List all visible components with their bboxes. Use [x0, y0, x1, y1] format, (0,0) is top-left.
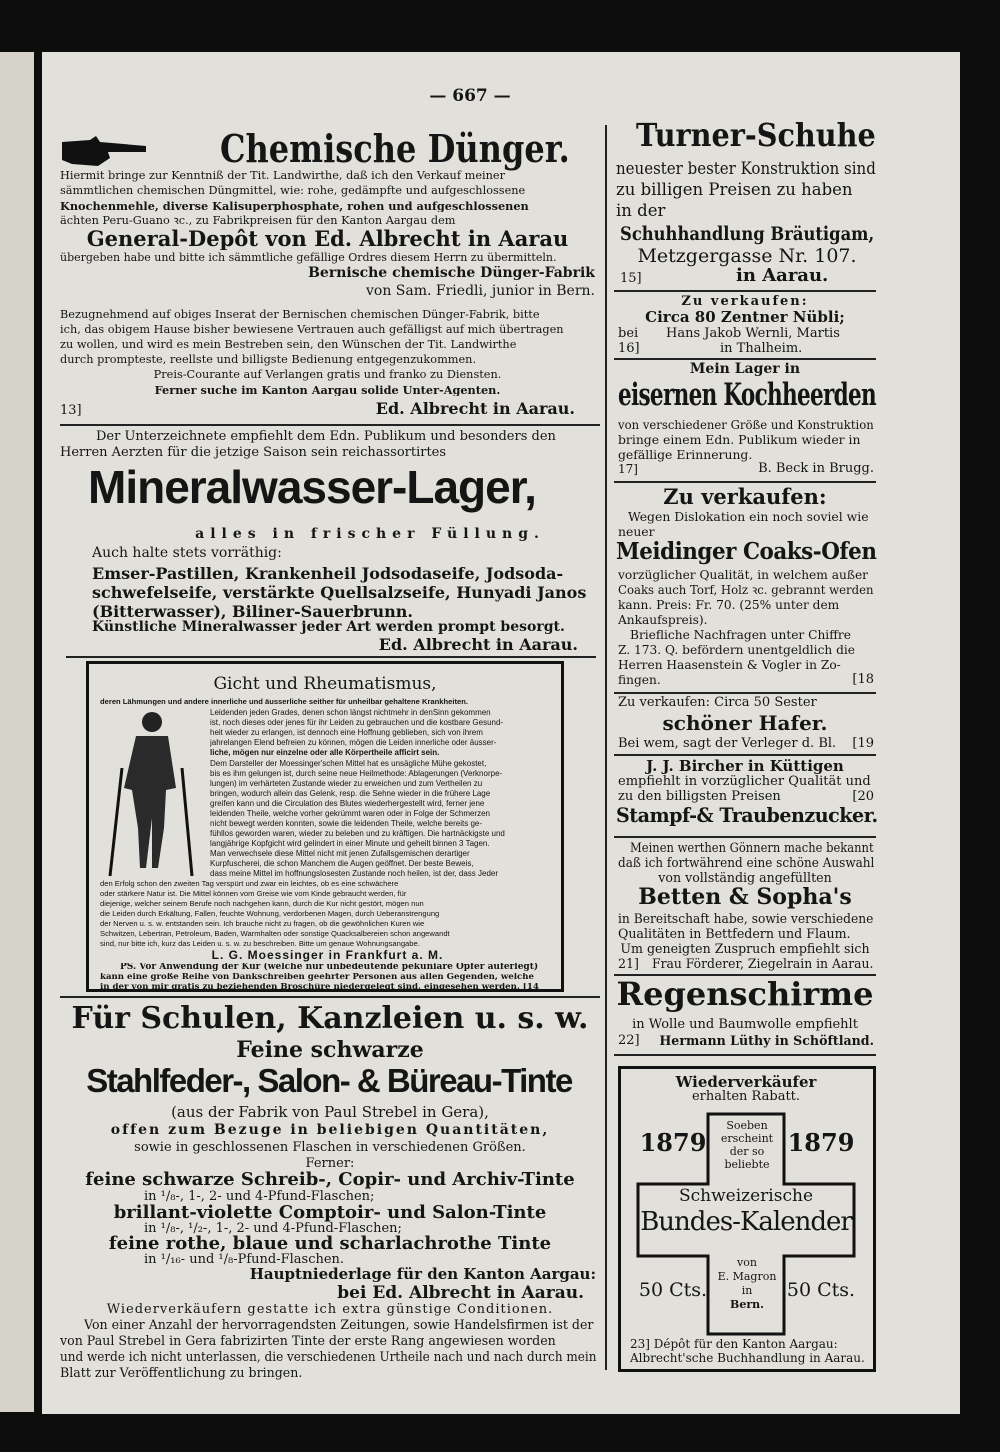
ofen-head: Zu verkaufen: [663, 485, 827, 509]
column-divider [605, 125, 607, 1370]
zucker-line-1: J. J. Bircher in Küttigen [646, 758, 844, 775]
patient-with-crutches-figure [106, 708, 198, 880]
turner-city: in Aarau. [736, 266, 829, 286]
tinte-haupt: Hauptniederlage für den Kanton Aargau: [249, 1266, 596, 1283]
mineral-sign: Ed. Albrecht in Aarau. [378, 636, 578, 654]
ofen-line-1: Wegen Dislokation ein noch soviel wie [628, 510, 869, 524]
gicht-line-11: greifen kann und die Circulation des Blutes wiederhergestellt wird, ferner jene [210, 800, 485, 808]
schirm-ref: 22] [618, 1034, 640, 1048]
mineral-item-3: (Bitterwasser), Biliner-Sauerbrunn. [92, 603, 413, 621]
betten-line-4: in Bereitschaft habe, sowie verschiedene [618, 911, 874, 926]
divider [614, 692, 876, 694]
turner-line-2: zu billigen Preisen zu haben [616, 181, 853, 199]
gicht-line-13: nicht bewegt werden konnten, sowie die leidenden Theile, welche bereits ge- [210, 820, 483, 828]
divider [614, 481, 876, 483]
turner-title: Turner-Schuhe [636, 116, 876, 154]
kalender-publisher-3: Bern. [730, 1299, 764, 1311]
divider [614, 1054, 876, 1056]
dunger-para-2: ich, das obigem Hause bisher bewiesene Vertrauen auch gefälligst auf mich übertragen [60, 324, 564, 336]
kalender-year-right: 1879 [787, 1130, 855, 1157]
tinte-title: Stahlfeder-, Salon- & Büreau-Tinte [86, 1063, 572, 1099]
herd-line-1: von verschiedener Größe und Konstruktion [618, 417, 874, 432]
gicht-line-1: deren Lähmungen und andere innerliche und äusserliche seither für unheilbar gehaltene Krankheiten. [100, 698, 468, 706]
kalender-publisher-1: E. Magron [717, 1271, 777, 1283]
dunger-depot: General-Depôt von Ed. Albrecht in Aarau [86, 227, 569, 251]
mineral-title: Mineralwasser-Lager, [88, 462, 536, 513]
tinte-closing-2: von Paul Strebel in Gera fabrizirten Tinte der erste Rang angewiesen worden [60, 1334, 556, 1348]
tinte-line-6: in ¹/₁₆- und ¹/₈-Pfund-Flaschen. [144, 1253, 345, 1267]
ofen-line-7: Briefliche Nachfragen unter Chiffre [630, 629, 851, 642]
ofen-line-5: kann. Preis: Fr. 70. (25% unter dem [618, 599, 840, 612]
pointing-hand-icon [60, 134, 148, 168]
gicht-line-24: Schwitzen, Lebertran, Petroleum, Baden, Warmhalten oder sonstige Quacksalbereien schon angewandt [100, 930, 450, 938]
turner-shop: Schuhhandlung Bräutigam, [620, 223, 875, 245]
gicht-line-17: Kurpfuscherei, die schon Manchem die Augen geöffnet. Der beste Beweis, [210, 860, 474, 868]
tinte-offen: offen zum Bezuge in beliebigen Quantitäten, [110, 1123, 550, 1138]
kalender-title: Bundes-Kalender [640, 1208, 852, 1237]
mineral-item-2: schwefelseife, verstärkte Quellsalzseife, Hunyadi Janos [92, 584, 587, 602]
tinte-closing-1: Von einer Anzahl der hervorragendsten Zeitungen, sowie Handelsfirmen ist der [84, 1318, 594, 1332]
gicht-line-8: bis es ihm gelungen ist, durch seine neue Heilmethode: Ablagerungen (Verknorpe- [210, 770, 503, 778]
herd-intro: Mein Lager in [689, 362, 801, 377]
herd-line-3: gefällige Erinnerung. [618, 448, 753, 462]
tinte-line-5: feine rothe, blaue und scharlachrothe Tinte [108, 1234, 552, 1254]
dunger-body-1: Hiermit bringe zur Kenntniß der Tit. Landwirthe, daß ich den Verkauf meiner [60, 170, 505, 182]
schirm-title: Regenschirme [616, 977, 874, 1013]
schirm-sign: Hermann Lüthy in Schöftland. [659, 1034, 874, 1048]
gicht-line-21: diejenige, welcher seinem Berufe noch nachgehen kann, durch die Kur nicht gestört, mögen nun [100, 900, 424, 908]
betten-line-2: daß ich fortwährend eine schöne Auswahl [618, 855, 875, 870]
dunger-body-2: sämmtlichen chemischen Düngmittel, wie: rohe, gedämpfte und aufgeschlossene [60, 185, 526, 197]
tinte-bei: bei Ed. Albrecht in Aarau. [337, 1284, 584, 1303]
tinte-sub: Feine schwarze [236, 1038, 424, 1063]
ofen-line-10: fingen. [618, 674, 661, 687]
dunger-body-4: ächten Peru-Guano ꝛc., zu Fabrikpreisen für den Kanton Aargau dem [60, 215, 456, 227]
gicht-line-2: Leidenden jeden Grades, denen schon längst nichtmehr in denSinn gekommen [210, 709, 491, 717]
zucker-line-3: zu den billigsten Preisen [618, 790, 781, 804]
zucker-ref: [20 [852, 790, 874, 804]
gicht-line-10: bringen, wodurch allein das Gelenk, resp. die Sehne wieder in die frühere Lage [210, 790, 491, 798]
gicht-line-3: ist, noch dieses oder jenes für ihr Leiden zu gebrauchen und die kostbare Gesund- [210, 719, 504, 727]
mineral-also: Auch halte stets vorräthig: [92, 546, 282, 561]
tinte-line-2: in ¹/₈-, 1-, 2- und 4-Pfund-Flaschen; [144, 1190, 375, 1204]
page-number: — 667 — [429, 86, 511, 106]
gicht-line-4: heit wieder zu erlangen, ist dennoch eine Hoffnung geblieben, sich von ihrem [210, 729, 483, 737]
nubli-ref: 16] [618, 342, 640, 356]
tinte-head: Für Schulen, Kanzleien u. s. w. [71, 1002, 589, 1035]
gicht-ps-3: in der von mir gratis zu beziehenden Broschüre niedergelegt sind, eingesehen werden. [14 [100, 983, 539, 992]
kalender-price-left: 50 Cts. [638, 1280, 708, 1301]
gicht-line-16: Man verwechsele diese Mittel nicht mit jenen Zufallsgemischen derartiger [210, 850, 470, 858]
nubli-seller: Hans Jakob Wernli, Martis [666, 327, 840, 341]
gicht-line-22: die Leiden durch Erkältung, Fallen, feuchte Wohnung, verdorbenen Magen, durch Ueberanstrengung [100, 910, 440, 918]
gicht-line-14: fühllos geworden waren, wieder zu beleben und zu kräftigen. Die hartnäckigste und [210, 830, 505, 838]
betten-ref: 21] [618, 957, 639, 971]
gicht-line-12: leidenden Theile, welche vorher gekrümmt waren oder in Folge der Schmerzen [210, 810, 490, 818]
dunger-firm-owner: von Sam. Friedli, junior in Bern. [365, 284, 595, 299]
kalender-publisher-2: in [741, 1285, 753, 1297]
dunger-body-5: übergeben habe und bitte ich sämmtliche gefällige Ordres diesem Herrn zu übermitteln. [60, 252, 557, 264]
tinte-bottles: sowie in geschlossenen Flaschen in verschiedenen Größen. [134, 1141, 526, 1155]
gicht-line-7: Dem Darsteller der Moessinger'schen Mittel hat es unsägliche Mühe gekostet, [210, 760, 487, 768]
turner-addr: Metzgergasse Nr. 107. [637, 246, 857, 267]
nubli-by: bei [618, 327, 639, 341]
ofen-ref: [18 [852, 673, 874, 687]
dunger-firm: Bernische chemische Dünger-Fabrik [308, 266, 595, 281]
gicht-line-9: lungen) im verhärteten Zustande wieder zu erweichen und zum Vertheilen zu [210, 780, 483, 788]
gicht-title: Gicht und Rheumatismus, [213, 675, 437, 694]
dunger-para-6: Ferner suche im Kanton Aargau solide Unter-Agenten. [154, 384, 501, 397]
gicht-line-6: liche, mögen nur einzelne oder alle Körpertheile afficirt sein. [210, 749, 440, 757]
herd-sign: B. Beck in Brugg. [758, 462, 874, 476]
divider [60, 996, 600, 998]
divider [614, 836, 876, 838]
tinte-from: (aus der Fabrik von Paul Strebel in Gera), [171, 1104, 489, 1121]
divider [60, 424, 600, 426]
dunger-sign: Ed. Albrecht in Aarau. [375, 400, 575, 418]
nubli-head: Zu verkaufen: [681, 295, 809, 309]
kalender-von: von [737, 1257, 757, 1269]
divider [614, 290, 876, 292]
dunger-para-4: durch prompteste, reellste und billigste Bedienung entgegenzukommen. [60, 354, 477, 366]
hafer-head: Zu verkaufen: Circa 50 Sester [618, 696, 817, 710]
nubli-place: in Thalheim. [720, 342, 803, 356]
mineral-subtitle: alles in frischer Füllung. [195, 527, 545, 542]
kalender-cross-4: beliebte [724, 1159, 770, 1171]
schirm-line: in Wolle und Baumwolle empfiehlt [632, 1018, 858, 1032]
kalender-head-2: erhalten Rabatt. [691, 1090, 801, 1104]
gicht-line-20: oder stärkere Natur ist. Die Mittel können vom Greise wie vom Kinde gebraucht werden, für [100, 890, 407, 898]
hafer-ref: [19 [852, 737, 874, 751]
adjacent-page-edge [0, 52, 34, 1412]
gicht-line-15: langjährige Kopfgicht wird gelindert in einer Minute und geheilt binnen 3 Tagen. [210, 840, 490, 848]
mineral-intro-1: Der Unterzeichnete empfiehlt dem Edn. Publikum und besonders den [96, 430, 556, 444]
zucker-title: Stampf-& Traubenzucker. [616, 803, 878, 827]
ofen-line-2: neuer [618, 525, 655, 539]
ofen-title: Meidinger Coaks-Ofen [616, 538, 877, 565]
ofen-line-9: Herren Haasenstein & Vogler in Zo- [618, 659, 841, 672]
hafer-title: schöner Hafer. [662, 712, 828, 734]
tinte-line-3: brillant-violette Comptoir- und Salon-Tinte [113, 1203, 547, 1223]
herd-title: eisernen Kochheerden [618, 377, 876, 413]
tinte-ferner: Ferner: [305, 1157, 355, 1171]
turner-line-3: in der [616, 202, 666, 220]
mineral-item-4: Künstliche Mineralwasser jeder Art werden prompt besorgt. [92, 620, 565, 635]
ofen-line-6: Ankaufspreis). [618, 614, 708, 627]
mineral-item-1: Emser-Pastillen, Krankenheil Jodsodaseife, Jodsoda- [92, 565, 564, 583]
herd-line-2: bringe einem Edn. Publikum wieder in [618, 433, 861, 447]
tinte-line-1: feine schwarze Schreib-, Copir- und Archiv-Tinte [85, 1170, 575, 1190]
dunger-title: Chemische Dünger. [220, 126, 570, 171]
kalender-cross-2: erscheint [720, 1133, 774, 1145]
mineral-intro-2: Herren Aerzten für die jetzige Saison sein reichassortirtes [60, 446, 447, 460]
kalender-footer-2: Albrecht'sche Buchhandlung in Aarau. [630, 1352, 865, 1365]
kalender-cross-1: Soeben [726, 1120, 768, 1132]
tinte-closing-3: und werde ich nicht unterlassen, die verschiedenen Urtheile nach und nach durch mein [60, 1349, 597, 1364]
turner-ref: 15] [620, 272, 642, 286]
kalender-cross-3: der so [729, 1146, 765, 1158]
divider [66, 656, 596, 658]
gicht-ps-2: kann eine große Reihe von Dankschreiben geehrter Personen aus allen Gegenden, welche [100, 973, 534, 982]
betten-line-6: Um geneigten Zuspruch empfiehlt sich [620, 942, 870, 956]
gicht-line-25: sind, nur bitte ich, kurz das Leiden u. s. w. zu beschreiben. Bitte um genaue Wohnungsangabe. [100, 940, 420, 948]
gicht-ps-1: PS. Vor Anwendung der Kur (welche nur unbedeutende pekuniäre Opfer auferlegt) [120, 963, 539, 972]
divider [614, 754, 876, 756]
betten-line-5: Qualitäten in Bettfedern und Flaum. [618, 927, 851, 941]
betten-line-1: Meinen werthen Gönnern mache bekannt [630, 840, 874, 855]
dunger-body-3: Knochenmehle, diverse Kalisuperphosphate, rohen und aufgeschlossenen [60, 200, 529, 213]
dunger-ref: 13] [60, 404, 82, 418]
tinte-wieder: Wiederverkäufern gestatte ich extra günstige Conditionen. [106, 1303, 554, 1317]
divider [614, 358, 876, 360]
gicht-line-19: den Erfolg schon den zweiten Tag verspürt und zwar ein leichtes, ob es eine schwächere [100, 880, 399, 888]
kalender-price-right: 50 Cts. [786, 1280, 856, 1301]
zucker-line-2: empfiehlt in vorzüglicher Qualität und [618, 775, 871, 789]
dunger-para-1: Bezugnehmend auf obiges Inserat der Bernischen chemischen Dünger-Fabrik, bitte [60, 309, 540, 321]
nubli-item: Circa 80 Zentner Nübli; [645, 309, 845, 326]
turner-line-1: neuester bester Konstruktion sind [616, 159, 876, 178]
kalender-year-left: 1879 [639, 1130, 707, 1157]
gicht-name: L. G. Moessinger in Frankfurt a. M. [211, 949, 444, 962]
dunger-para-5: Preis-Courante auf Verlangen gratis und franko zu Diensten. [153, 369, 502, 381]
kalender-schw: Schweizerische [679, 1187, 813, 1206]
gicht-line-18: dass meine Mittel im hoffnungslosesten Zustande noch heilen, ist der, dass Jeder [210, 870, 499, 878]
ofen-line-8: Z. 173. Q. befördern unentgeldlich die [618, 644, 856, 657]
divider [614, 974, 876, 976]
tinte-line-4: in ¹/₈-, ¹/₂-, 1-, 2- und 4-Pfund-Flaschen; [144, 1222, 402, 1236]
dunger-para-3: zu wollen, und wird es mein Bestreben sein, den Wünschen der Tit. Landwirthe [60, 339, 517, 351]
ofen-line-3: vorzüglicher Qualität, in welchem außer [618, 569, 868, 582]
betten-sign: Frau Förderer, Ziegelrain in Aarau. [652, 956, 874, 971]
ofen-line-4: Coaks auch Torf, Holz ꝛc. gebrannt werden [618, 583, 874, 597]
gicht-line-23: der Nerven u. s. w. entstanden sein. Ich brauche nicht zu fragen, ob die gewöhnlichen Kuren wie [100, 920, 425, 928]
betten-line-3: von vollständig angefüllten [658, 871, 832, 885]
tinte-closing-4: Blatt zur Veröffentlichung zu bringen. [60, 1366, 303, 1380]
hafer-line: Bei wem, sagt der Verleger d. Bl. [618, 737, 837, 751]
herd-ref: 17] [618, 463, 638, 476]
kalender-head-1: Wiederverkäufer [675, 1074, 817, 1091]
betten-title: Betten & Sopha's [638, 885, 852, 910]
kalender-footer-1: 23] Dépôt für den Kanton Aargau: [630, 1338, 838, 1351]
gicht-line-5: jahrelangen Elend befreien zu können, mögen die Leiden innerliche oder äusser- [210, 739, 497, 747]
